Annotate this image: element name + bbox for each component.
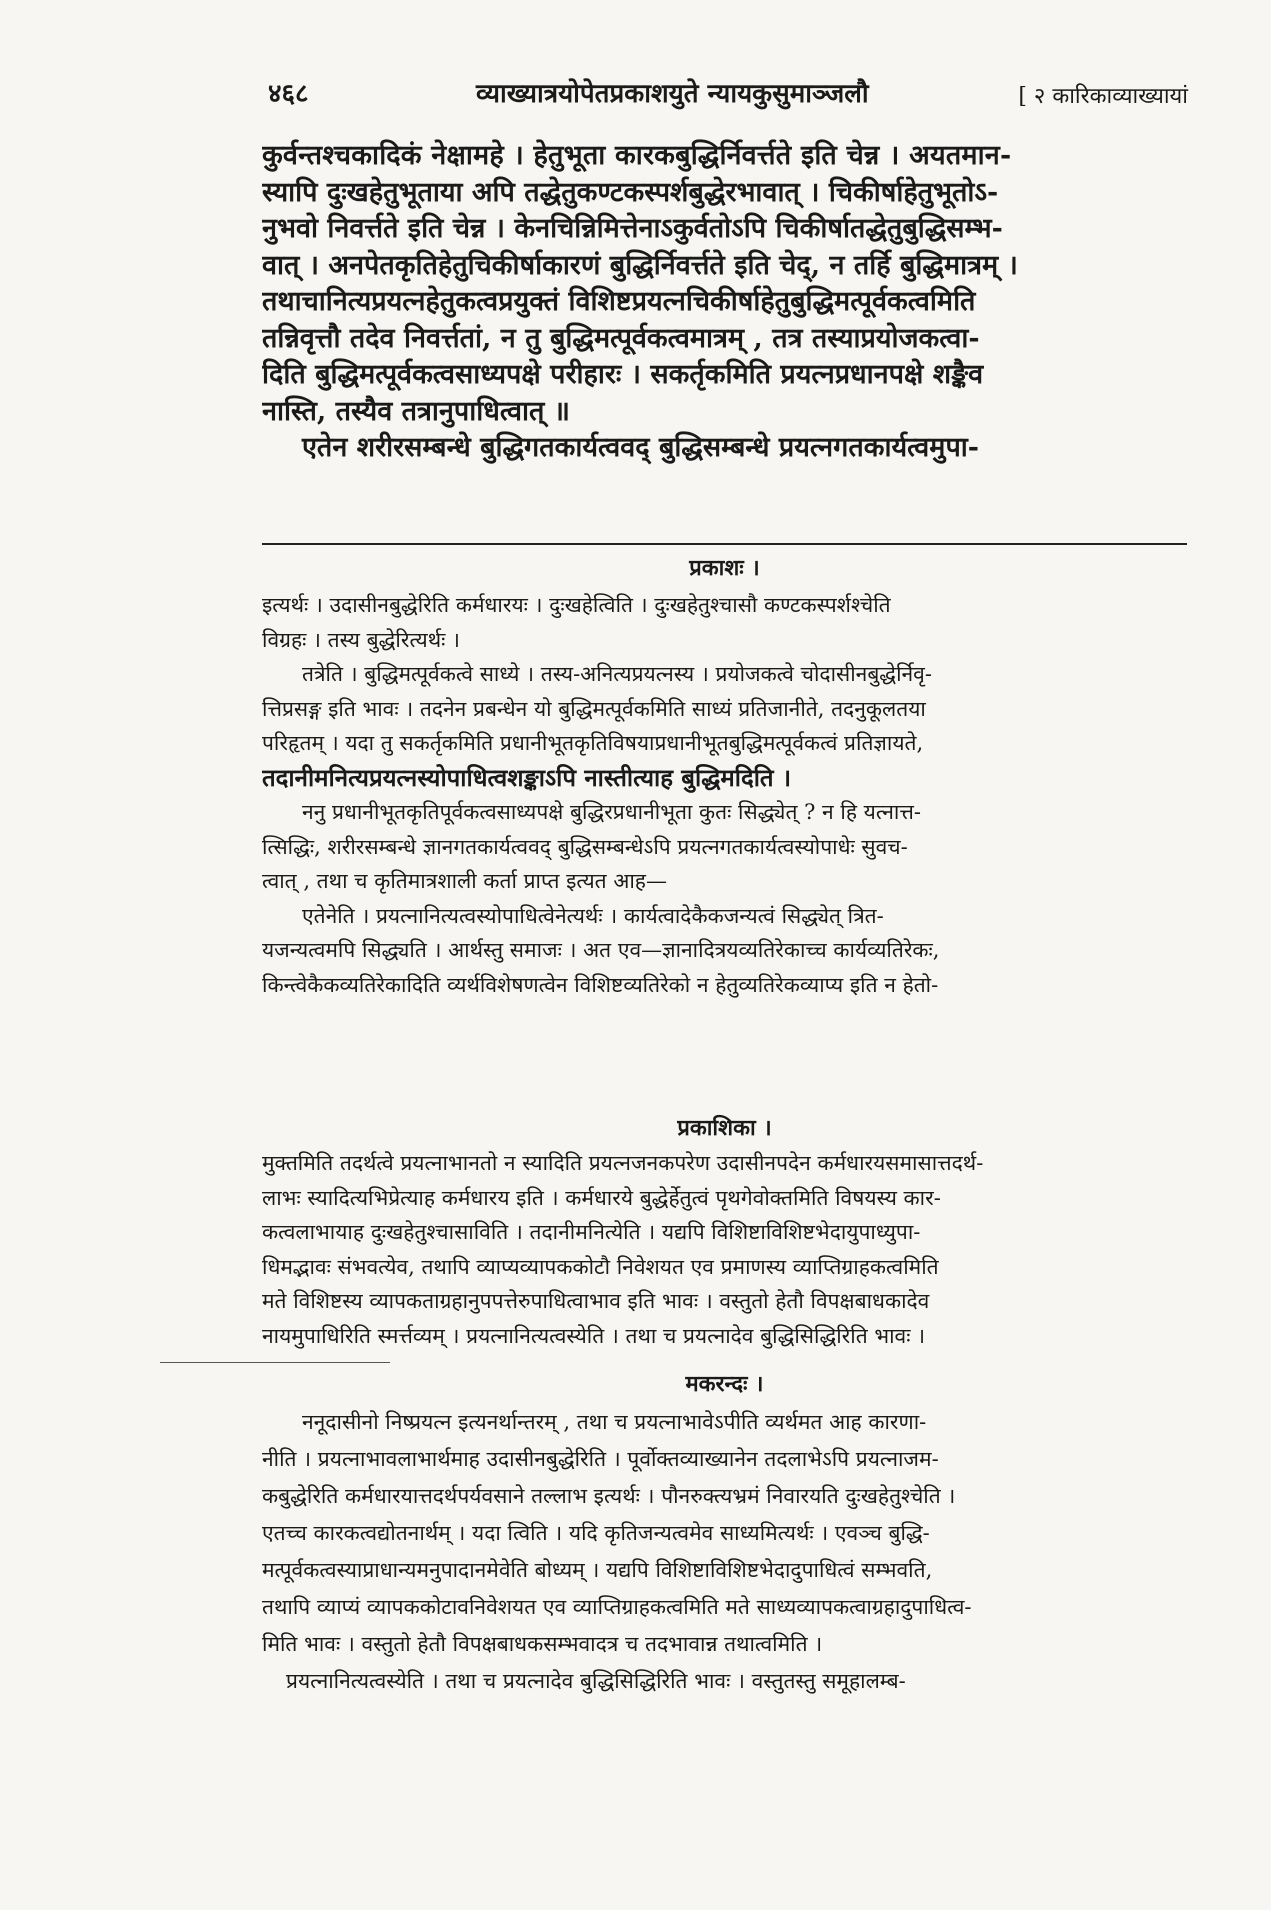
prakasha-line: ननु प्रधानीभूतकृतिपूर्वकत्वसाध्यपक्षे बुद्धिरप्रधानीभूता कुतः सिद्ध्येत् ? न हि यत्नात्त- xyxy=(302,800,921,824)
prakasha-line: इत्यर्थः । उदासीनबुद्धेरिति कर्मधारयः । दुःखहेत्विति । दुःखहेतुश्चासौ कण्टकस्पर्शश्चेति xyxy=(262,593,891,617)
makaranda-line: तथापि व्याप्यं व्यापककोटावनिवेशयत एव व्याप्तिग्राहकत्वमिति मते साध्यव्यापकत्वाग्रहादुपाधित्व- xyxy=(262,1595,972,1619)
prakasha-line: त्वात् , तथा च कृतिमात्रशाली कर्ता प्राप्त इत्यत आह— xyxy=(262,869,667,893)
section-label: [ २ कारिकाव्याख्यायां xyxy=(1018,84,1188,109)
prakashika-line: लाभः स्यादित्यभिप्रेत्याह कर्मधारय इति । कर्मधारये बुद्धेर्हेतुत्वं पृथगेवोक्तमिति विषयस्य कार- xyxy=(262,1185,941,1210)
prakasha-line: परिहृतम् । यदा तु सकर्तृकमिति प्रधानीभूतकृतिविषयाप्रधानीभूतबुद्धिमत्पूर्वकत्वं प्रतिज्ञायते, xyxy=(262,731,924,755)
section-divider xyxy=(262,543,1187,545)
makaranda-commentary xyxy=(262,1404,1187,1700)
prakasha-line: तत्रेति । बुद्धिमत्पूर्वकत्वे साध्ये । तस्य-अनित्यप्रयत्नस्य । प्रयोजकत्वे चोदासीनबुद्धेर्निवृ- xyxy=(302,662,932,686)
page-number: ४६८ xyxy=(268,79,309,109)
root-line: कुर्वन्तश्चकादिकं नेक्षामहे । हेतुभूता कारकबुद्धिर्निवर्त्तते इति चेन्न । अयतमान- xyxy=(262,140,1012,171)
root-line: नास्ति, तस्यैव तत्रानुपाधित्वात् ॥ xyxy=(262,395,570,427)
prakasha-line: एतेनेति । प्रयत्नानित्यत्वस्योपाधित्वेनेत्यर्थः । कार्यत्वादेकैकजन्यत्वं सिद्ध्येत् त्रित- xyxy=(302,903,884,928)
prakasha-line: त्तिप्रसङ्ग इति भावः । तदनेन प्रबन्धेन यो बुद्धिमत्पूर्वकमिति साध्यं प्रतिजानीते, तदनुकूलतया xyxy=(262,696,926,721)
running-header xyxy=(268,68,1188,118)
makaranda-line: मत्पूर्वकत्वस्याप्राधान्यमनुपादानमेवेति बोध्यम् । यद्यपि विशिष्टाविशिष्टभेदादुपाधित्वं सम्भवति, xyxy=(262,1558,933,1582)
prakasha-line: विग्रहः । तस्य बुद्धेरित्यर्थः । xyxy=(262,627,461,652)
prakasha-line: किन्त्वेकैकव्यतिरेकादिति व्यर्थविशेषणत्वेन विशिष्टव्यतिरेको न हेतुव्यतिरेकव्याप्य इति न हेतो- xyxy=(262,972,939,997)
root-line: एतेन शरीरसम्बन्धे बुद्धिगतकार्यत्ववद् बुद्धिसम्बन्धे प्रयत्नगतकार्यत्वमुपा- xyxy=(302,432,979,463)
root-line: तथाचानित्यप्रयत्नहेतुकत्वप्रयुक्तं विशिष्टप्रयत्नचिकीर्षाहेतुबुद्धिमत्पूर्वकत्वमिति xyxy=(262,286,976,317)
prakasha-line: त्सिद्धिः, शरीरसम्बन्धे ज्ञानगतकार्यत्ववद् बुद्धिसम्बन्धेऽपि प्रयत्नगतकार्यत्वस्योपाधेः सुवच- xyxy=(262,834,908,859)
prakasha-commentary xyxy=(262,588,1187,1002)
root-line: स्यापि दुःखहेतुभूताया अपि तद्धेतुकण्टकस्पर्शबुद्धेरभावात् । चिकीर्षाहेतुभूतोऽ- xyxy=(262,176,999,208)
makaranda-line: कबुद्धेरिति कर्मधारयात्तदर्थपर्यवसाने तल्लाभ इत्यर्थः । पौनरुक्त्यभ्रमं निवारयति दुःखहेतुश्चेति । xyxy=(262,1484,956,1508)
prakashika-line: कत्वलाभायाह दुःखहेतुश्चासाविति । तदानीमनित्येति । यद्यपि विशिष्टाविशिष्टभेदायुपाध्युपा- xyxy=(262,1220,921,1244)
book-title: व्याख्यात्रयोपेतप्रकाशयुते न्यायकुसुमाञ्जलौ xyxy=(476,79,869,109)
makaranda-line: प्रयत्नानित्यत्वस्येति । तथा च प्रयत्नादेव बुद्धिसिद्धिरिति भावः । वस्तुतस्तु समूहालम्ब- xyxy=(286,1669,906,1693)
root-text xyxy=(262,138,1187,467)
prakashika-line: मते विशिष्टस्य व्यापकताग्रहानुपपत्तेरुपाधित्वाभाव इति भावः । वस्तुतो हेतौ विपक्षबाधकादेव xyxy=(262,1289,930,1313)
prakashika-line: धिमद्भावः संभवत्येव, तथापि व्याप्यव्यापककोटौ निवेशयत एव प्रमाणस्य व्याप्तिग्राहकत्वमिति xyxy=(262,1254,939,1279)
prakasha-line: यजन्यत्वमपि सिद्ध्यति । आर्थस्तु समाजः । अत एव—ज्ञानादित्रयव्यतिरेकाच्च कार्यव्यतिरेकः, xyxy=(262,938,940,962)
prakasha-line: तदानीमनित्यप्रयत्नस्योपाधित्वशङ्काऽपि नास्तीत्याह बुद्धिमदिति । xyxy=(262,762,792,792)
root-line: नुभवो निवर्त्तते इति चेन्न । केनचिन्निमित्तेनाऽकुर्वतोऽपि चिकीर्षातद्धेतुबुद्धिसम्भ- xyxy=(262,213,1003,244)
prakashika-line: नायमुपाधिरिति स्मर्त्तव्यम् । प्रयत्नानित्यत्वस्येति । तथा च प्रयत्नादेव बुद्धिसिद्धिरिति भावः । xyxy=(262,1323,926,1348)
makaranda-heading: मकरन्दः । xyxy=(685,1371,764,1397)
makaranda-line: एतच्च कारकत्वद्योतनार्थम् । यदा त्विति । यदि कृतिजन्यत्वमेव साध्यमित्यर्थः । एवञ्च बुद्धि- xyxy=(262,1521,930,1545)
makaranda-line: मिति भावः । वस्तुतो हेतौ विपक्षबाधकसम्भवादत्र च तदभावान्न तथात्वमिति । xyxy=(262,1632,823,1656)
prakasha-heading: प्रकाशः । xyxy=(689,555,760,581)
separator-rule xyxy=(160,1362,390,1363)
prakashika-heading: प्रकाशिका । xyxy=(677,1115,772,1141)
makaranda-line: नीति । प्रयत्नाभावलाभार्थमाह उदासीनबुद्धेरिति । पूर्वोक्तव्याख्यानेन तदलाभेऽपि प्रयत्नाजम- xyxy=(262,1447,939,1471)
makaranda-line: ननूदासीनो निष्प्रयत्न इत्यनर्थान्तरम् , तथा च प्रयत्नाभावेऽपीति व्यर्थमत आह कारणा- xyxy=(302,1410,927,1434)
root-line: वात् । अनपेतकृतिहेतुचिकीर्षाकारणं बुद्धिर्निवर्त्तते इति चेद्, न तर्हि बुद्धिमात्रम् । xyxy=(262,249,1018,281)
root-line: तन्निवृत्तौ तदेव निवर्त्ततां, न तु बुद्धिमत्पूर्वकत्वमात्रम् , तत्र तस्याप्रयोजकत्वा- xyxy=(262,322,980,354)
prakashika-line: मुक्तमिति तदर्थत्वे प्रयत्नाभानतो न स्यादिति प्रयत्नजनकपरेण उदासीनपदेन कर्मधारयसमासात्तदर्थ- xyxy=(262,1151,984,1175)
root-line: दिति बुद्धिमत्पूर्वकत्वसाध्यपक्षे परीहारः । सकर्तृकमिति प्रयत्नप्रधानपक्षे शङ्कैव xyxy=(262,359,984,390)
prakashika-commentary xyxy=(262,1146,1187,1353)
